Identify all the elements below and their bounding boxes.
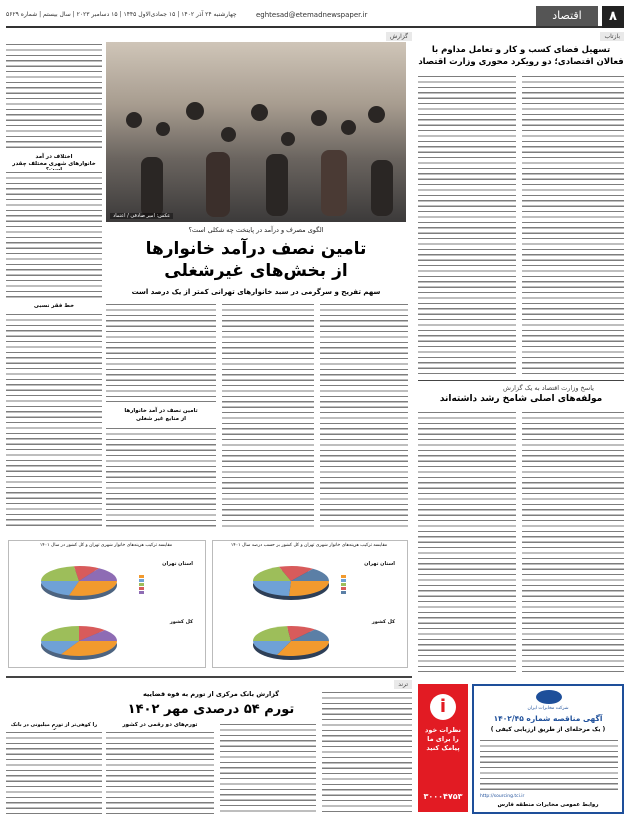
info-icon: i — [430, 694, 456, 720]
main-headline-line2: از بخش‌های غیرشغلی — [164, 261, 348, 281]
main-headline-line1: تامین نصف درآمد خانوارها — [145, 239, 367, 259]
chart-left-title: مقایسه ترکیب هزینه‌های خانوار شهری تهران و کل کشور در سال ۱۴۰۱ — [39, 543, 173, 548]
left-text-bottom — [6, 312, 102, 530]
sidebar-heading1: اختلاف در آمد — [35, 154, 73, 160]
chart-left-tehran-label: استان تهران — [162, 561, 193, 567]
ad-footer: روابط عمومی مخابرات منطقه فارس — [497, 802, 599, 808]
right-article-text-a — [418, 74, 516, 374]
left-text-top — [6, 42, 102, 150]
pie-tehran-right — [253, 566, 329, 600]
right-sub-kicker: یاسخ وزارت اقتصاد به یک گزارش — [503, 384, 594, 392]
sidebar-heading2: خط فقر نسبی — [33, 303, 75, 309]
chart-left-legend — [139, 575, 199, 595]
chart-panel-right — [212, 540, 408, 668]
right-article-text-b — [522, 74, 624, 374]
ad-subtitle: ( یک مرحله‌ای از طریق ارزیابی کیفی ) — [490, 726, 606, 733]
ad-org: شرکت مخابرات ایران — [527, 706, 569, 711]
main-kicker: گزارش — [386, 32, 412, 41]
bottom-text-2 — [220, 722, 316, 814]
chart-right-svg — [213, 549, 409, 669]
right-column — [418, 32, 624, 672]
right-headline: تسهیل فضای کسب و کار و تعامل مداوم با فعالان اقتصادی؛ دو رویکرد محوری وزارت اقتصاد — [418, 45, 624, 67]
sms-label: نظرات خود را برای ما پیامک کنید — [425, 726, 461, 752]
tender-ad — [472, 684, 624, 814]
bottom-text-1 — [322, 690, 412, 814]
main-photo — [106, 42, 406, 222]
bottom-col-heading1: تورم‌های دو رقمی در کشور — [122, 722, 198, 728]
photo-credit: عکس: امیر صادقی / اعتماد — [110, 213, 173, 219]
ad-body — [480, 738, 618, 792]
photo-caption: الگوی مصرف و درآمد در پایتخت چه شکلی است؟ — [188, 226, 324, 234]
main-text-col3b — [106, 426, 216, 530]
right-sub-text-b — [522, 410, 624, 672]
page-header — [6, 6, 624, 28]
chart-left-svg — [9, 549, 207, 669]
pie-country-left — [41, 626, 117, 660]
mid-heading: تامین نصف در آمد خانوارها — [124, 408, 198, 414]
sms-number: ۳۰۰۰۴۷۵۳ — [423, 792, 463, 801]
right-kicker: بازتاب — [600, 32, 624, 41]
main-text-col3 — [106, 302, 216, 402]
chart-right-legend — [341, 575, 401, 595]
section-label: اقتصاد — [536, 6, 598, 26]
pie-country-right — [253, 626, 329, 660]
mid-heading-b: از منابع غیر شغلی — [135, 416, 187, 422]
tci-logo-icon — [536, 690, 562, 704]
chart-left-country-label: کل کشور — [169, 619, 193, 625]
sms-box — [418, 684, 468, 812]
bottom-intro: گزارش بانک مرکزی از تورم به قوه قضاییه — [142, 690, 280, 698]
chart-panel-left — [8, 540, 206, 668]
main-text-col2 — [222, 302, 314, 530]
bottom-text-3 — [106, 730, 214, 814]
main-text-col1 — [320, 302, 408, 530]
bottom-col-heading2: را کوهی‌تر از تورم میلیونی در بانک — [10, 722, 98, 728]
ad-title: آگهی مناقصه شماره ۱۴۰۲/۴۵ — [493, 714, 603, 723]
divider — [418, 380, 624, 381]
section-email: eghtesad@etemadnewspaper.ir — [256, 11, 368, 19]
right-sub-text-a — [418, 410, 516, 672]
chart-right-tehran-label: استان تهران — [364, 561, 395, 567]
bottom-headline: تورم ۵۴ درصدی مهر ۱۴۰۲ — [127, 702, 295, 717]
left-text-mid — [6, 170, 102, 300]
bottom-text-4 — [6, 730, 102, 814]
ad-url[interactable]: http://sourcing.tci.ir — [480, 794, 525, 799]
right-sub-headline: مولفه‌های اصلی شامخ رشد داشته‌اند — [439, 394, 603, 404]
chart-right-title: مقایسه ترکیب هزینه‌های خانوار شهری تهران و کل کشور بر حسب درصد سال ۱۴۰۱ — [230, 543, 388, 548]
bottom-kicker: ترند — [394, 680, 412, 689]
bottom-divider — [6, 676, 412, 678]
sidebar-heading1b: خانوارهای شهری مختلف چقدر — [12, 161, 96, 167]
pie-tehran-left — [41, 566, 117, 600]
main-subheadline: سهم تفریح و سرگرمی در سبد خانوارهای تهرانی کمتر از یک درصد است — [131, 288, 381, 296]
page-number: ۸ — [602, 6, 624, 28]
chart-right-country-label: کل کشور — [371, 619, 395, 625]
dateline: چهارشنبه ۲۴ آذر ۱۴۰۲ | ۱۵ جمادی‌الاول ۱۴۴۵ | ۱۵ دسامبر ۲۰۲۳ | سال بیستم | شماره ۵۶۲۹ — [6, 11, 237, 18]
